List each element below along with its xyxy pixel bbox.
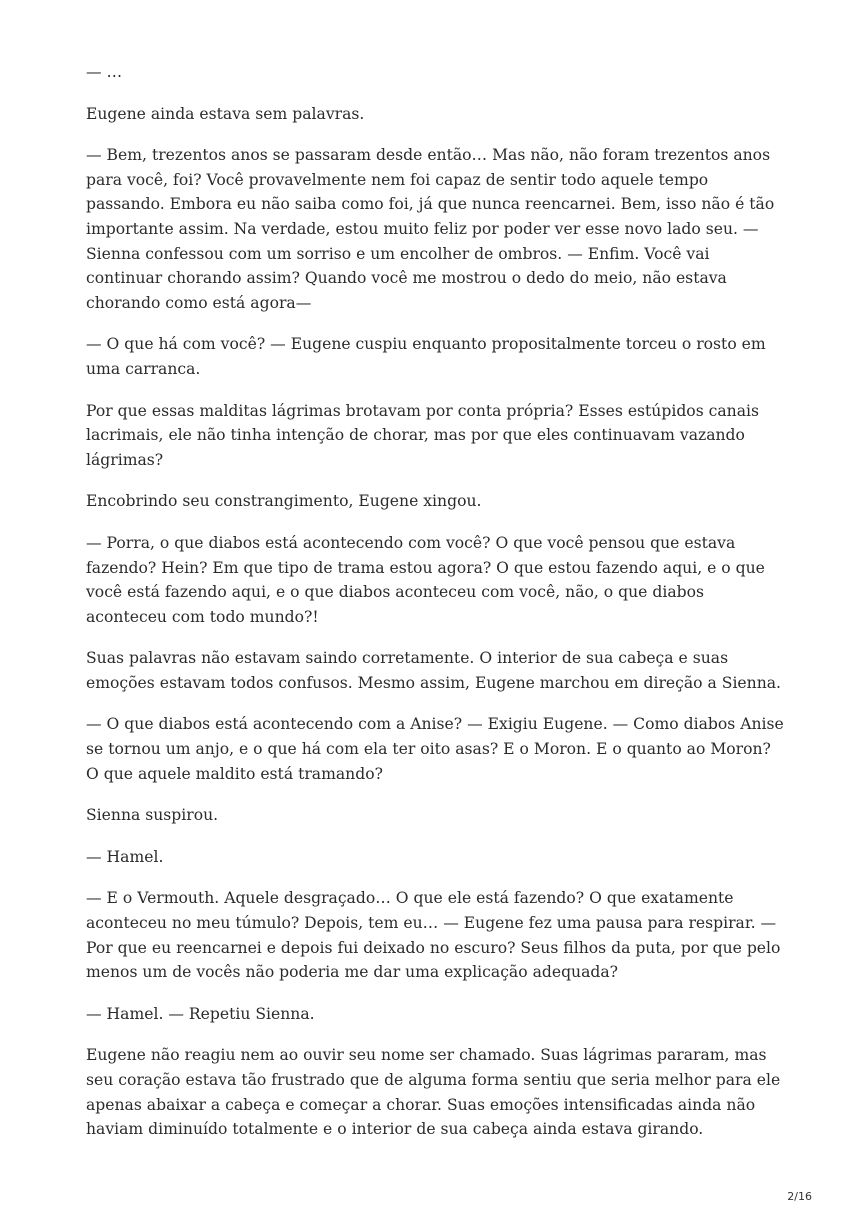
paragraph-9: — O que diabos está acontecendo com a Anise? — Exigiu Eugene. — Como diabos Anise se tornou um anjo, e o que há com ela ter oito asas? E o Moron. E o quanto ao Moron? O que aquele maldito está tramando? <box>86 715 784 783</box>
paragraph-10: Sienna suspirou. <box>86 806 219 825</box>
paragraph-5: Por que essas malditas lágrimas brotavam por conta própria? Esses estúpidos canais lacrimais, ele não tinha intenção de chorar, mas por que eles continuavam vazando lágrimas? <box>86 401 760 469</box>
paragraph-6: Encobrindo seu constrangimento, Eugene xingou. <box>86 492 482 511</box>
paragraph-8: Suas palavras não estavam saindo corretamente. O interior de sua cabeça e suas emoções estavam todos confusos. Mesmo assim, Eugene marchou em direção a Sienna. <box>86 649 782 692</box>
paragraph-12: — E o Vermouth. Aquele desgraçado… O que ele está fazendo? O que exatamente aconteceu no meu túmulo? Depois, tem eu… — Eugene fez uma pausa para respirar. — Por que eu reencarnei e depois fui deixado no escuro? Seus filhos da puta, por que pelo menos um de vocês não poderia me dar uma explicação adequada? <box>86 889 781 982</box>
document-body <box>86 60 786 1159</box>
paragraph-1: — … <box>86 63 123 81</box>
page-number: 2/16 <box>787 1190 812 1203</box>
paragraph-11: — Hamel. <box>86 847 164 866</box>
paragraph-3: — Bem, trezentos anos se passaram desde então… Mas não, não foram trezentos anos para você, foi? Você provavelmente nem foi capaz de sentir todo aquele tempo passando. Embora eu não saiba como foi, já que nunca reencarnei. Bem, isso não é tão importante assim. Na verdade, estou muito feliz por poder ver esse novo lado seu. — Sienna confessou com um sorriso e um encolher de ombros. — Enfim. Você vai continuar chorando assim? Quando você me mostrou o dedo do meio, não estava chorando como está agora— <box>86 146 775 312</box>
paragraph-2: Eugene ainda estava sem palavras. <box>86 104 365 123</box>
paragraph-7: — Porra, o que diabos está acontecendo com você? O que você pensou que estava fazendo? Hein? Em que tipo de trama estou agora? O que estou fazendo aqui, e o que você está fazendo aqui, e o que diabos aconteceu com você, não, o que diabos aconteceu com todo mundo?! <box>86 533 765 626</box>
paragraph-4: — O que há com você? — Eugene cuspiu enquanto propositalmente torceu o rosto em uma carranca. <box>86 335 766 378</box>
paragraph-14: Eugene não reagiu nem ao ouvir seu nome ser chamado. Suas lágrimas pararam, mas seu coração estava tão frustrado que de alguma forma sentiu que seria melhor para ele apenas abaixar a cabeça e começar a chorar. Suas emoções intensificadas ainda não haviam diminuído totalmente e o interior de sua cabeça ainda estava girando. <box>86 1046 781 1139</box>
paragraph-13: — Hamel. — Repetiu Sienna. <box>86 1004 315 1023</box>
